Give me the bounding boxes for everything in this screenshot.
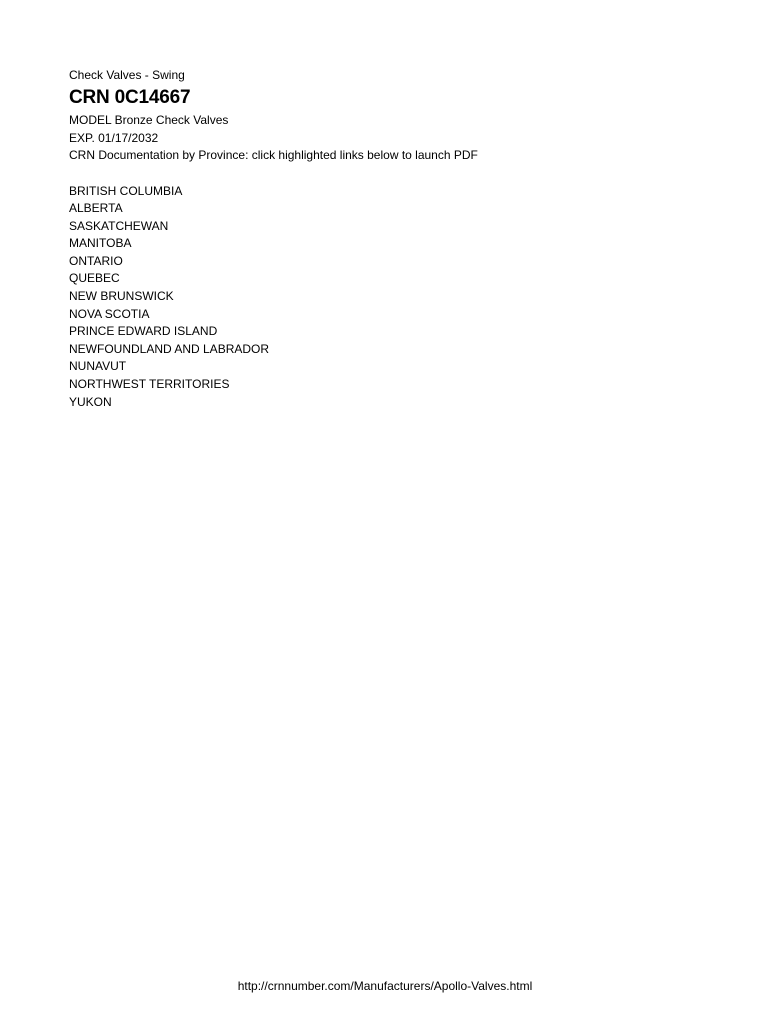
expiry-date: EXP. 01/17/2032	[69, 130, 159, 145]
province-link-prince-edward-island[interactable]: PRINCE EDWARD ISLAND	[69, 324, 218, 339]
crn-number: CRN 0C14667	[69, 87, 191, 108]
province-item-nunavut	[69, 358, 709, 376]
province-item-nova-scotia	[69, 306, 709, 324]
province-item-manitoba	[69, 235, 709, 253]
footer-url: http://crnnumber.com/Manufacturers/Apollo-Valves.html	[237, 979, 533, 993]
province-item-ontario	[69, 253, 709, 271]
province-link-new-brunswick[interactable]: NEW BRUNSWICK	[69, 289, 174, 304]
province-link-british-columbia[interactable]: BRITISH COLUMBIA	[69, 183, 183, 198]
province-item-yukon	[69, 394, 709, 412]
product-category: Check Valves - Swing	[69, 68, 185, 82]
province-link-saskatchewan[interactable]: SASKATCHEWAN	[69, 218, 169, 233]
province-item-saskatchewan	[69, 218, 709, 236]
province-link-newfoundland-and-labrador[interactable]: NEWFOUNDLAND AND LABRADOR	[69, 341, 270, 356]
province-link-northwest-territories[interactable]: NORTHWEST TERRITORIES	[69, 377, 230, 392]
province-item-british-columbia	[69, 183, 709, 201]
province-item-quebec	[69, 270, 709, 288]
instructions-text: CRN Documentation by Province: click highlighted links below to launch PDF	[69, 148, 478, 162]
province-item-newfoundland-and-labrador	[69, 341, 709, 359]
province-item-new-brunswick	[69, 288, 709, 306]
province-link-alberta[interactable]: ALBERTA	[69, 201, 123, 216]
document-content	[69, 67, 709, 411]
province-link-manitoba[interactable]: MANITOBA	[69, 236, 132, 251]
province-item-alberta	[69, 200, 709, 218]
province-link-yukon[interactable]: YUKON	[69, 394, 112, 409]
province-link-nunavut[interactable]: NUNAVUT	[69, 359, 127, 374]
province-link-nova-scotia[interactable]: NOVA SCOTIA	[69, 306, 150, 321]
province-list	[69, 183, 709, 412]
province-link-quebec[interactable]: QUEBEC	[69, 271, 120, 286]
province-link-ontario[interactable]: ONTARIO	[69, 253, 123, 268]
province-item-northwest-territories	[69, 376, 709, 394]
model-line: MODEL Bronze Check Valves	[69, 113, 229, 127]
province-item-prince-edward-island	[69, 323, 709, 341]
